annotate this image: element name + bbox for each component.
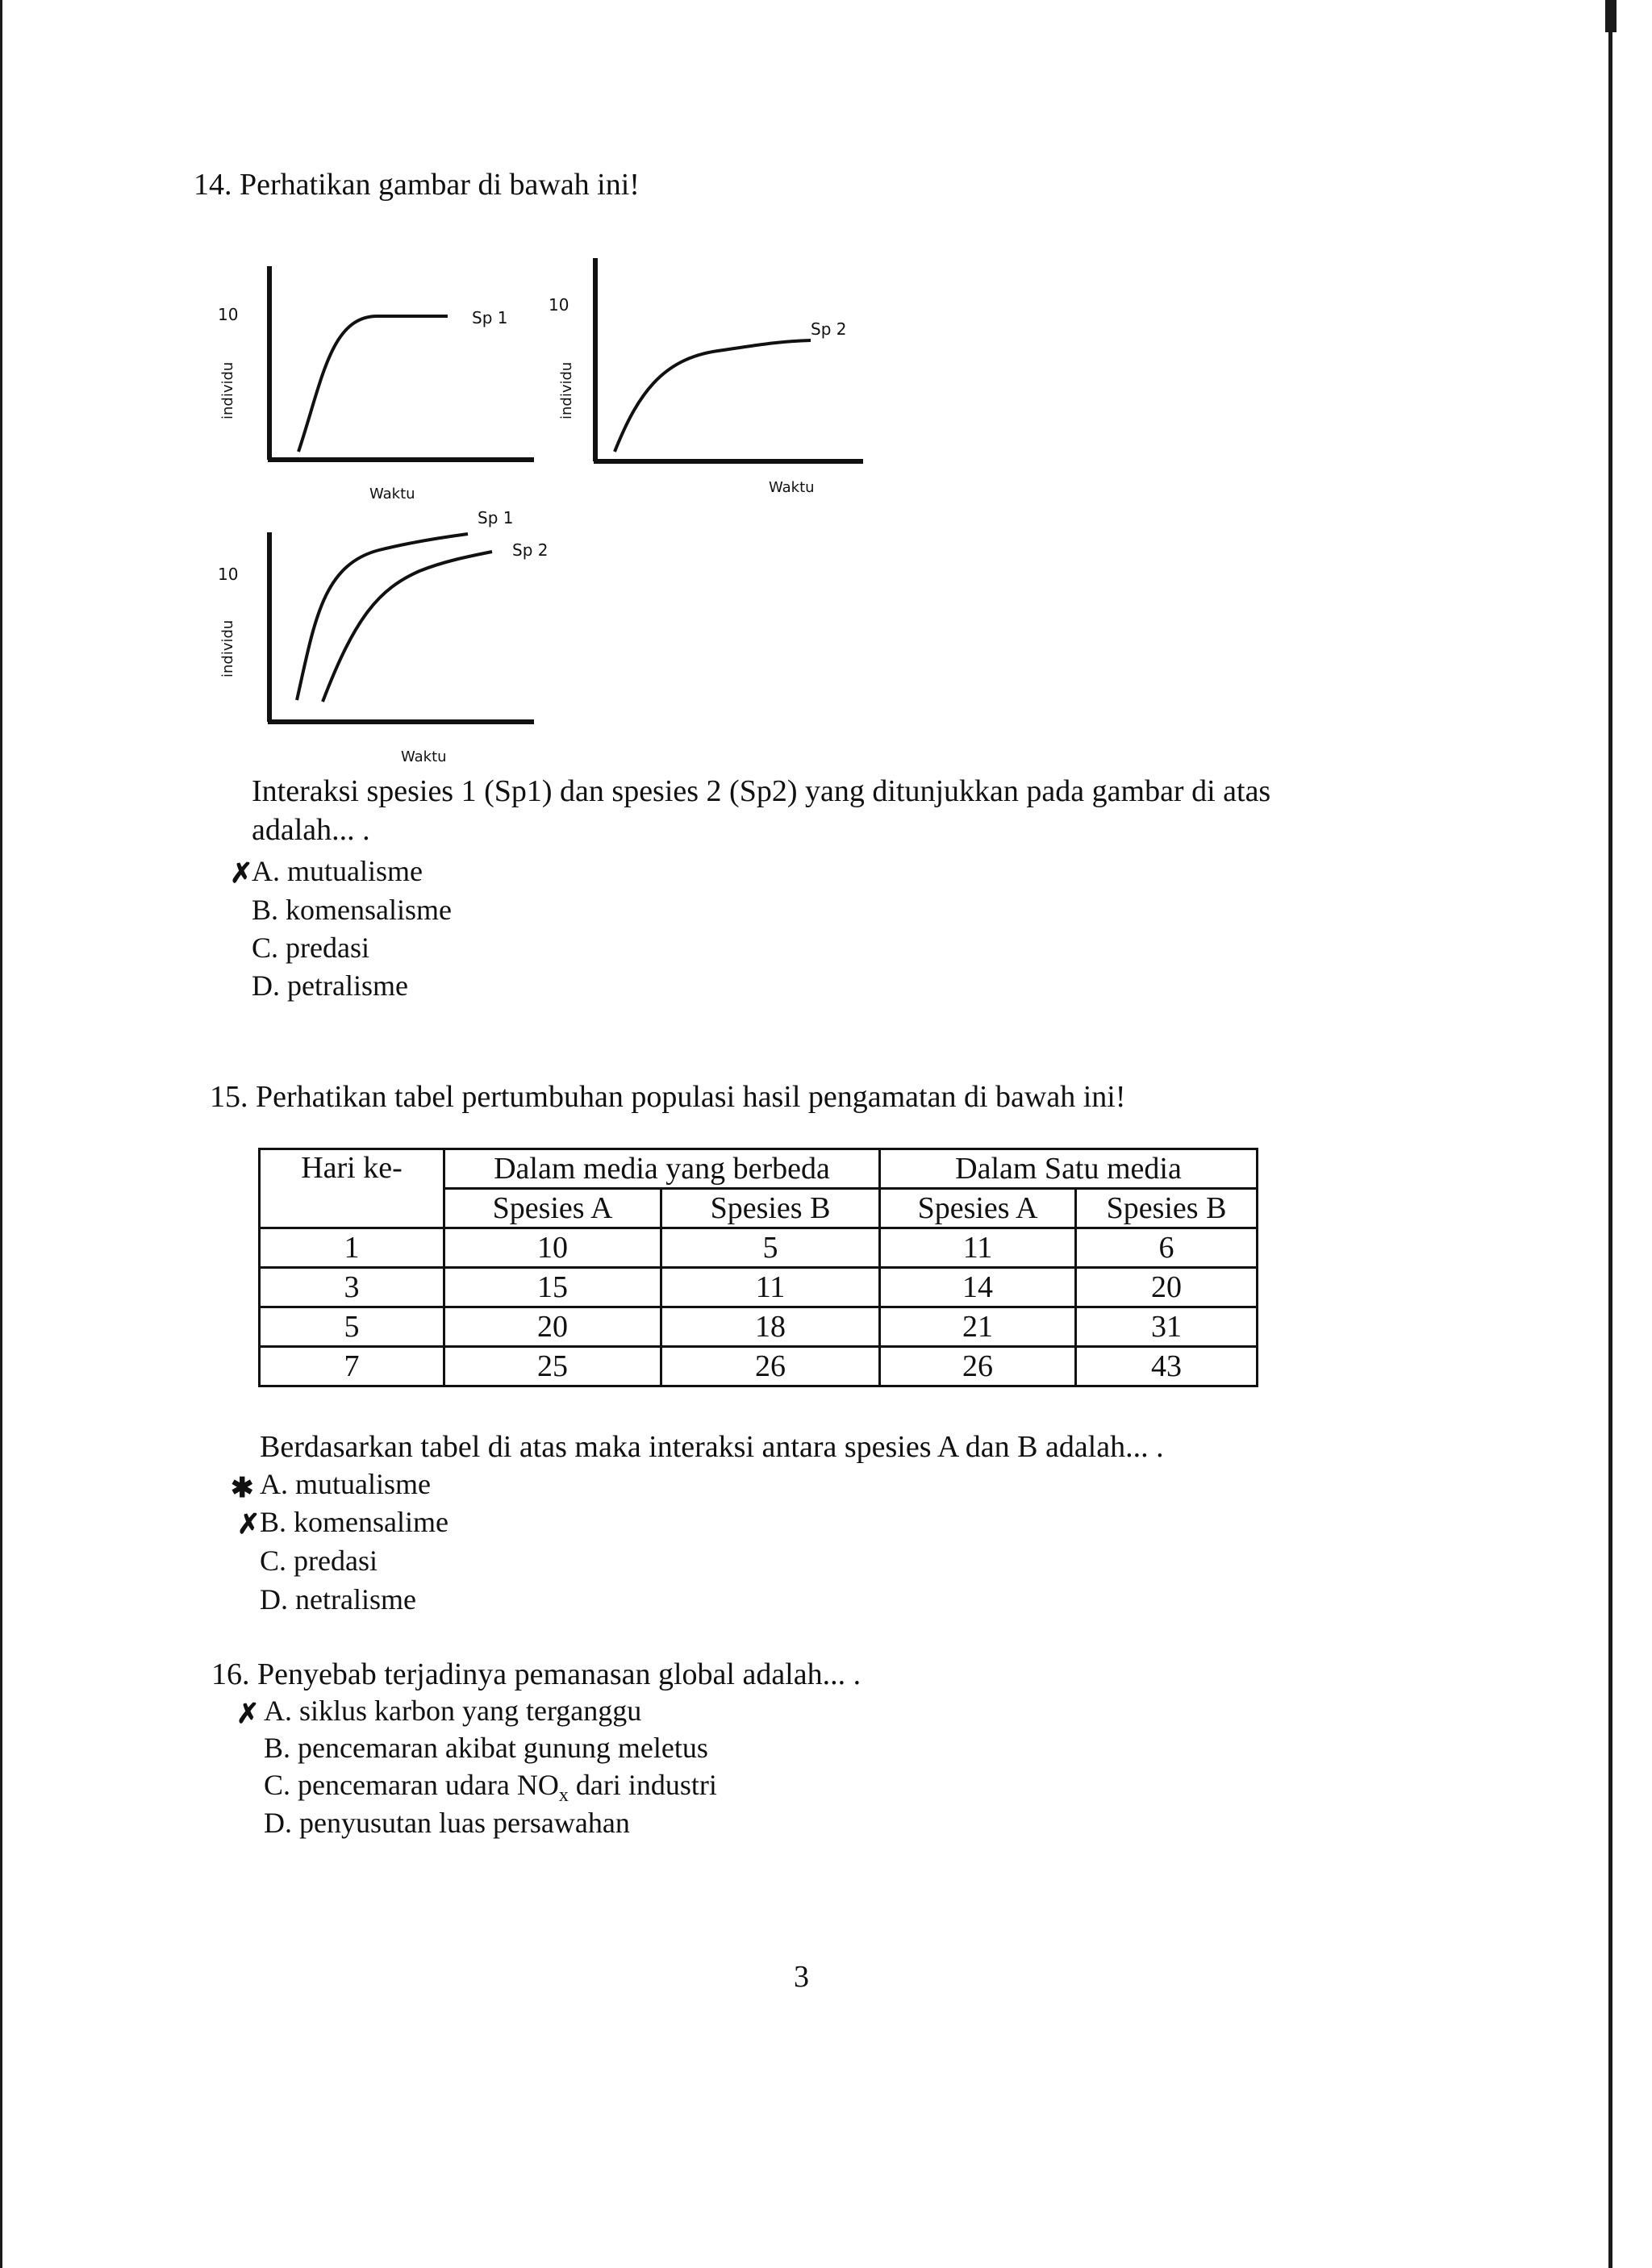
scan-edge-left [0,0,2,2268]
table-row [260,1347,1258,1386]
graph-1-series-label: Sp 1 [472,308,508,327]
table-cell: 18 [661,1307,880,1347]
q15-option-b[interactable]: B. komensalime [260,1506,448,1538]
q16-option-a[interactable]: A. siklus karbon yang terganggu [264,1695,642,1727]
scan-edge-right [1608,0,1612,2268]
table-subheader: Spesies B [1076,1189,1258,1228]
population-table-wrap [258,1148,1258,1387]
table-row [260,1228,1258,1268]
q15-option-c[interactable]: C. predasi [260,1545,378,1577]
q16-option-c[interactable] [264,1770,717,1805]
table-subheader: Spesies A [880,1189,1076,1228]
table-subheader: Spesies A [444,1189,661,1228]
table-row [260,1268,1258,1307]
graph-1-curve-sp1 [298,316,448,452]
graph-3-curve-sp2 [323,552,492,702]
table-subheader: Spesies B [661,1189,880,1228]
graph-1-y-tick: 10 [218,305,239,324]
q14-answer-mark: ✗ [230,859,253,889]
graph-3-y-tick: 10 [218,565,239,584]
table-header-group-berbeda: Dalam media yang berbeda [444,1149,880,1189]
q16-title: 16. Penyebab terjadinya pemanasan global adalah... . [211,1657,861,1691]
table-cell: 1 [260,1228,444,1268]
graph-1-x-label: Waktu [369,486,415,502]
table-cell: 31 [1076,1307,1258,1347]
graph-2-curve-sp2 [615,340,811,452]
table-cell: 15 [444,1268,661,1307]
scan-edge-corner [1605,0,1617,32]
graph-2-series-label: Sp 2 [811,319,847,339]
graph-2 [549,250,887,508]
table-cell: 25 [444,1347,661,1386]
table-header-group-satu: Dalam Satu media [880,1149,1258,1189]
graph-1 [202,258,549,516]
q16-option-c-subscript: x [558,1785,569,1807]
graph-2-svg [549,250,887,508]
graph-3-curve-sp1 [297,534,468,700]
q15-title: 15. Perhatikan tabel pertumbuhan populasi hasil pengamatan di bawah ini! [210,1080,1126,1114]
table-cell: 21 [880,1307,1076,1347]
q15-question: Berdasarkan tabel di atas maka interaksi antara spesies A dan B adalah... . [260,1430,1164,1464]
table-cell: 11 [880,1228,1076,1268]
q14-question-line2: adalah... . [252,813,370,847]
table-cell: 3 [260,1268,444,1307]
graph-3-svg [202,500,557,774]
graph-1-y-label: individu [219,361,236,419]
table-cell: 20 [1076,1268,1258,1307]
table-cell: 7 [260,1347,444,1386]
q16-option-b[interactable]: B. pencemaran akibat gunung meletus [264,1732,708,1764]
graph-3-y-label: individu [219,619,236,677]
table-cell: 6 [1076,1228,1258,1268]
table-header-row [260,1149,1258,1189]
population-table [258,1148,1258,1387]
q15-mark-a: ✱ [231,1474,254,1503]
graph-2-x-label: Waktu [769,479,815,496]
q16-option-c-suffix: dari industri [568,1769,717,1801]
q15-mark-b: ✗ [237,1510,261,1540]
table-cell: 14 [880,1268,1076,1307]
table-cell: 5 [661,1228,880,1268]
q14-option-d[interactable]: D. petralisme [252,969,408,1002]
graph-2-y-label: individu [558,361,575,419]
q14-option-c[interactable]: C. predasi [252,932,369,964]
table-cell: 43 [1076,1347,1258,1386]
table-cell: 11 [661,1268,880,1307]
q16-answer-mark: ✗ [236,1699,260,1729]
table-cell: 20 [444,1307,661,1347]
q15-option-d[interactable]: D. netralisme [260,1583,416,1616]
table-cell: 26 [661,1347,880,1386]
q14-question-line1: Interaksi spesies 1 (Sp1) dan spesies 2 (Sp2) yang ditunjukkan pada gambar di atas [252,774,1271,808]
q14-option-a[interactable]: A. mutualisme [252,855,423,887]
q16-option-d[interactable]: D. penyusutan luas persawahan [264,1807,630,1839]
table-row [260,1307,1258,1347]
table-cell: 26 [880,1347,1076,1386]
graph-3-series-label-sp1: Sp 1 [478,508,514,527]
table-cell: 10 [444,1228,661,1268]
page-number: 3 [794,1960,809,1994]
q14-option-b[interactable]: B. komensalisme [252,894,452,926]
q15-option-a[interactable]: A. mutualisme [260,1468,431,1500]
graph-3-series-label-sp2: Sp 2 [512,540,549,560]
graph-3 [202,500,557,774]
q16-option-c-prefix: C. pencemaran udara NO [264,1769,559,1801]
graph-3-x-label: Waktu [401,748,447,765]
graph-2-y-tick: 10 [549,295,569,315]
graph-1-svg [202,258,549,516]
table-header-hari: Hari ke- [260,1149,444,1228]
table-cell: 5 [260,1307,444,1347]
q14-title: 14. Perhatikan gambar di bawah ini! [194,168,640,202]
